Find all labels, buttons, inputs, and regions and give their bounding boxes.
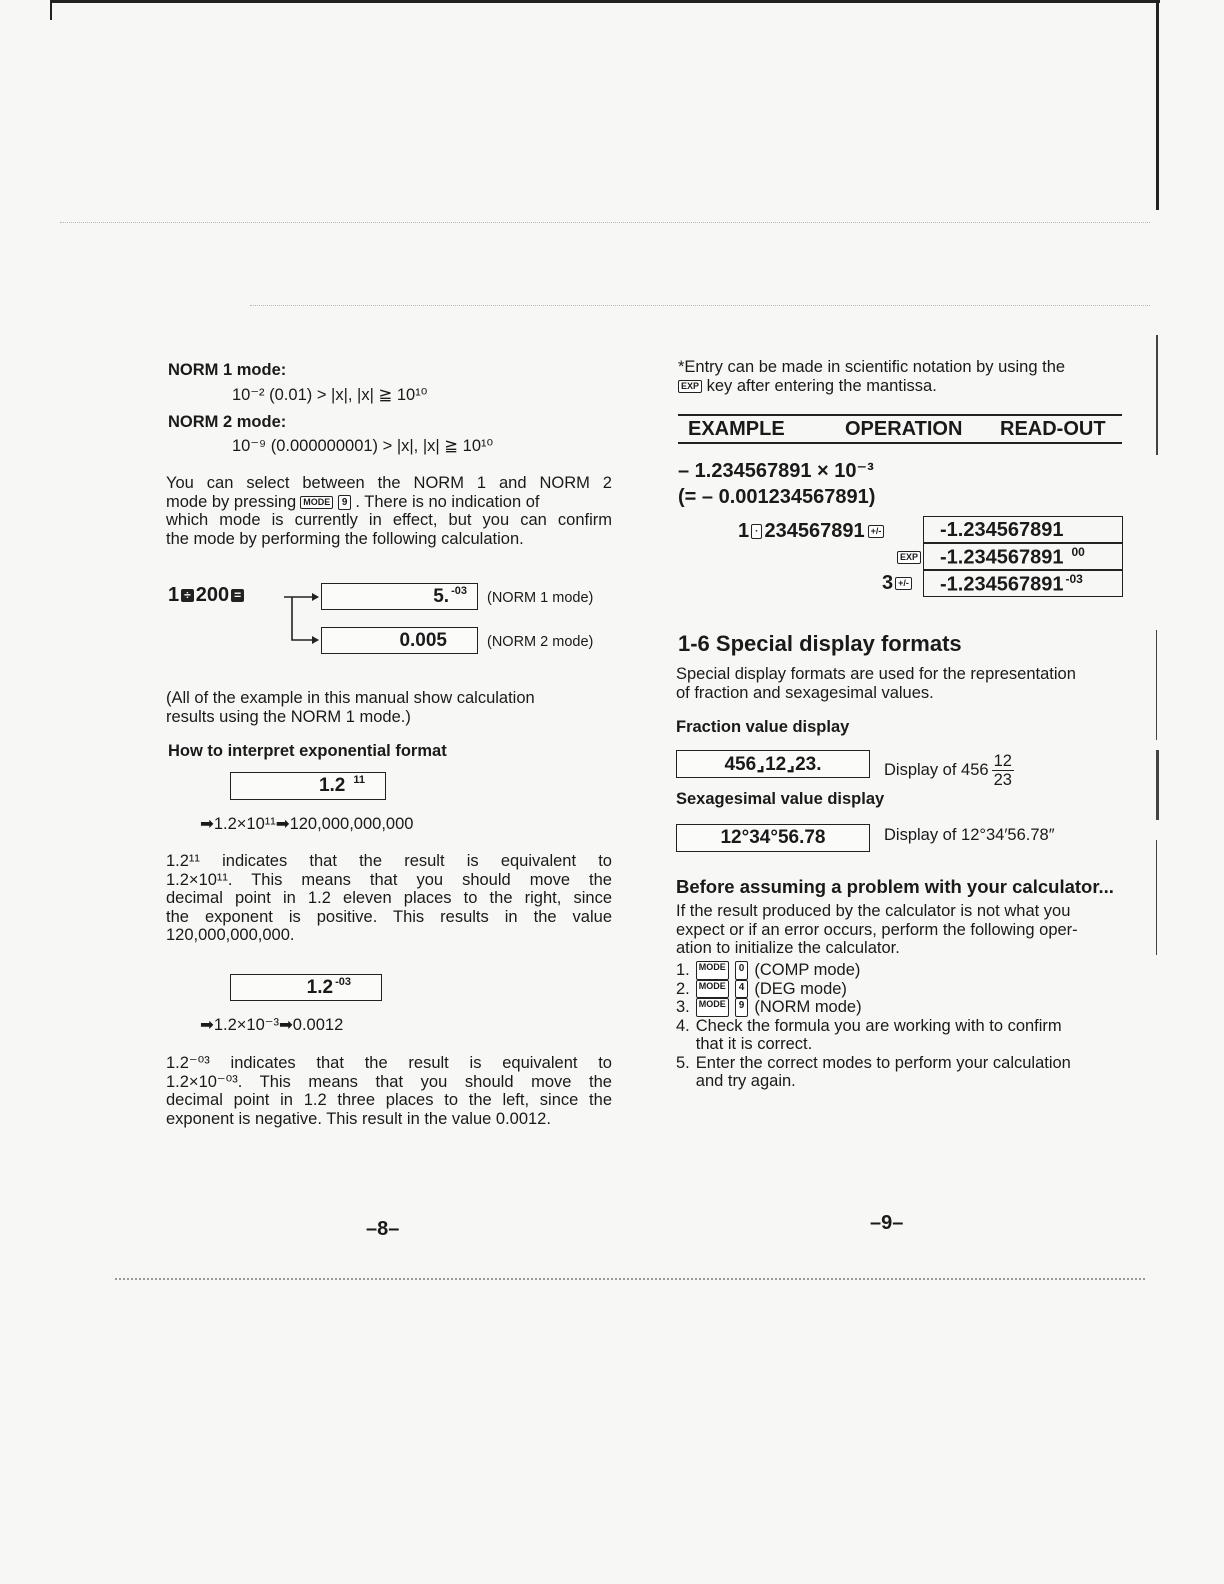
margin-mark (1156, 630, 1157, 740)
fraction-caption (884, 752, 1014, 789)
table-header-rule (678, 442, 1122, 444)
list-item (676, 980, 1122, 999)
init-steps-list (676, 961, 1122, 1091)
readout-exponent: -03 (1065, 572, 1083, 586)
readout-row-3 (940, 572, 1083, 597)
digits: 234567891 (764, 520, 865, 542)
plus-minus-key-icon: +/- (895, 577, 912, 590)
operation-row-1 (738, 520, 884, 543)
text-line: *Entry can be made in scientific notation by using the (678, 358, 1066, 376)
page-left-border (50, 0, 52, 20)
norm1-range: 10⁻² (0.01) > |x|, |x| ≧ 10¹⁰ (232, 386, 428, 404)
zero-key-icon: 0 (735, 961, 749, 980)
step-number: 2. (676, 979, 690, 998)
list-item (676, 998, 1122, 1017)
lcd-value: 5. (433, 585, 450, 607)
lcd-value: 0.005 (399, 629, 447, 651)
scan-speck-line (250, 305, 1150, 307)
page-number-right: –9– (870, 1212, 904, 1234)
text-line: which mode is currently in effect, but you can confirm (166, 511, 612, 529)
lcd-norm1 (321, 583, 478, 610)
mode-key-icon: MODE (696, 998, 729, 1017)
mode-9-keys (300, 493, 351, 512)
exp-key-icon: EXP (678, 380, 702, 393)
digit: 3 (882, 572, 894, 594)
text-line: expect or if an error occurs, perform the following oper- (676, 920, 1078, 939)
plus-minus-key-icon: +/- (868, 525, 885, 538)
list-item (676, 1054, 1122, 1091)
text-line: 120,000,000,000. (166, 926, 295, 944)
sexagesimal-heading: Sexagesimal value display (676, 790, 885, 808)
all-example-note (166, 689, 535, 726)
negative-conversion: ➡1.2×10⁻³➡0.0012 (200, 1016, 344, 1034)
lcd-exponent: -03 (451, 584, 467, 597)
page-number-left: –8– (366, 1218, 400, 1240)
text-line: 1.2⁻⁰³ indicates that the result is equivalent to (166, 1054, 612, 1072)
step-text-block (696, 1054, 1071, 1091)
header-readout: READ-OUT (1000, 418, 1106, 440)
step-text: that it is correct. (695, 1035, 813, 1053)
readout-row-2 (940, 545, 1085, 570)
text-line: (All of the example in this manual show calculation (166, 689, 535, 707)
text-line: exponent is negative. This result in the value 0.0012. (166, 1109, 551, 1128)
operation-row-3 (882, 572, 912, 595)
lcd-value: 1.2 (318, 775, 346, 796)
step-text-block (696, 1017, 1062, 1054)
section-intro (676, 665, 1124, 702)
text-line: decimal point in 1.2 three places to the left, since the (166, 1091, 612, 1109)
step-text: and try again. (695, 1072, 796, 1090)
readout-value: -1.234567891 (940, 546, 1064, 569)
text-fragment: key after entering the mantissa. (706, 376, 937, 395)
readout-value: -1.234567891 (940, 573, 1064, 596)
text-line: 1.2×10¹¹. This means that you should move the (166, 870, 612, 889)
lcd-fraction: 456⌟12⌟23. (676, 750, 870, 778)
exp-key-icon: EXP (897, 551, 921, 564)
step-number: 3. (676, 998, 690, 1016)
list-item (676, 1017, 1122, 1054)
text-line (166, 493, 612, 512)
text-line: 1.2×10⁻⁰³. This means that you should move the (166, 1072, 612, 1091)
text-line: the exponent is positive. This results in the value (166, 907, 612, 926)
lcd-value: 1.2 (306, 976, 334, 998)
step-number: 4. (676, 1016, 690, 1035)
readout-row-1 (940, 519, 1063, 542)
select-mode-paragraph (166, 474, 612, 548)
lcd-sexagesimal: 12°34°56.78 (676, 824, 870, 852)
text-line: You can select between the NORM 1 and NORM 2 (166, 474, 612, 492)
text-line: Special display formats are used for the representation (676, 665, 1076, 683)
text-line: decimal point in 1.2 eleven places to the right, since (166, 889, 612, 907)
page-top-border (50, 0, 1160, 3)
operation-row-2 (897, 549, 921, 567)
nine-key-icon: 9 (338, 495, 352, 510)
step-text: Check the formula you are working with to confirm (695, 1016, 1062, 1035)
section-title: 1-6 Special display formats (678, 631, 962, 656)
sexagesimal-caption: Display of 12°34′56.78″ (884, 826, 1055, 844)
norm2-label: (NORM 2 mode) (487, 634, 594, 650)
divide-key-icon: ÷ (181, 589, 194, 602)
interpret-heading: How to interpret exponential format (168, 742, 447, 760)
entry-note (678, 358, 1124, 395)
lcd-norm2 (321, 627, 478, 654)
norm2-range: 10⁻⁹ (0.000000001) > |x|, |x| ≧ 10¹⁰ (232, 437, 494, 455)
scan-speck-line (115, 1278, 1145, 1281)
readout-divider (923, 542, 1123, 544)
fraction-denominator: 23 (993, 771, 1012, 789)
digit-1: 1 (168, 584, 180, 606)
readout-exponent: 00 (1071, 545, 1085, 559)
positive-conversion: ➡1.2×10¹¹➡120,000,000,000 (200, 815, 414, 833)
lcd-negative-exponent (230, 974, 382, 1001)
mode-key-icon: MODE (300, 496, 333, 509)
negative-explanation (166, 1054, 612, 1128)
readout-value: -1.234567891 (940, 519, 1064, 541)
text-line: ation to initialize the calculator. (676, 939, 900, 957)
norm2-title: NORM 2 mode: (168, 413, 287, 431)
equals-key-icon: = (231, 589, 244, 602)
list-item (676, 961, 1122, 980)
caption-text: Display of 456 (884, 761, 989, 780)
text-line: the mode by performing the following calculation. (166, 529, 524, 548)
lcd-positive-exponent (230, 772, 386, 800)
scan-speck-line (60, 222, 1150, 224)
mode-key-icon: MODE (696, 961, 729, 980)
text-fragment: . There is no indication of (355, 492, 540, 511)
lcd-exponent: -03 (335, 975, 351, 988)
step-text: Enter the correct modes to perform your calculation (695, 1053, 1071, 1072)
text-fragment: mode by pressing (166, 492, 297, 511)
page-right-border (1156, 0, 1159, 210)
header-example: EXAMPLE (688, 418, 785, 440)
step-number: 5. (676, 1053, 690, 1072)
norm1-title: NORM 1 mode: (168, 361, 287, 379)
fraction-numerator: 12 (993, 752, 1012, 770)
fraction (992, 752, 1014, 789)
margin-mark (1156, 840, 1157, 955)
text-line: of fraction and sexagesimal values. (676, 683, 934, 702)
digit-200: 200 (195, 584, 230, 606)
text-line: 1.2¹¹ indicates that the result is equivalent to (166, 852, 612, 870)
decimal-key-icon: · (751, 524, 762, 539)
nine-key-icon: 9 (735, 998, 749, 1017)
header-operation: OPERATION (845, 418, 963, 440)
margin-mark (1156, 750, 1159, 820)
margin-mark (1156, 335, 1158, 455)
positive-explanation (166, 852, 612, 945)
lcd-exponent: 11 (353, 774, 365, 786)
four-key-icon: 4 (735, 980, 749, 999)
example-value: – 1.234567891 × 10⁻³ (678, 460, 874, 482)
step-text: (NORM mode) (754, 998, 862, 1016)
step-number: 1. (676, 961, 690, 979)
mode-key-icon: MODE (696, 980, 729, 999)
table-top-rule (678, 414, 1122, 416)
norm1-label: (NORM 1 mode) (487, 590, 594, 606)
trouble-heading: Before assuming a problem with your calculator... (676, 876, 1114, 897)
text-line: results using the NORM 1 mode.) (166, 707, 411, 726)
branch-arrows-icon (282, 588, 322, 648)
norm-calc-keystrokes (168, 584, 244, 607)
step-text: (DEG mode) (754, 979, 847, 998)
example-equals: (= – 0.001234567891) (678, 486, 876, 508)
digit: 1 (738, 520, 750, 542)
step-text: (COMP mode) (754, 961, 861, 979)
text-line: If the result produced by the calculator is not what you (676, 902, 1071, 920)
trouble-intro (676, 902, 1122, 958)
fraction-heading: Fraction value display (676, 718, 850, 736)
text-line (678, 377, 1124, 396)
